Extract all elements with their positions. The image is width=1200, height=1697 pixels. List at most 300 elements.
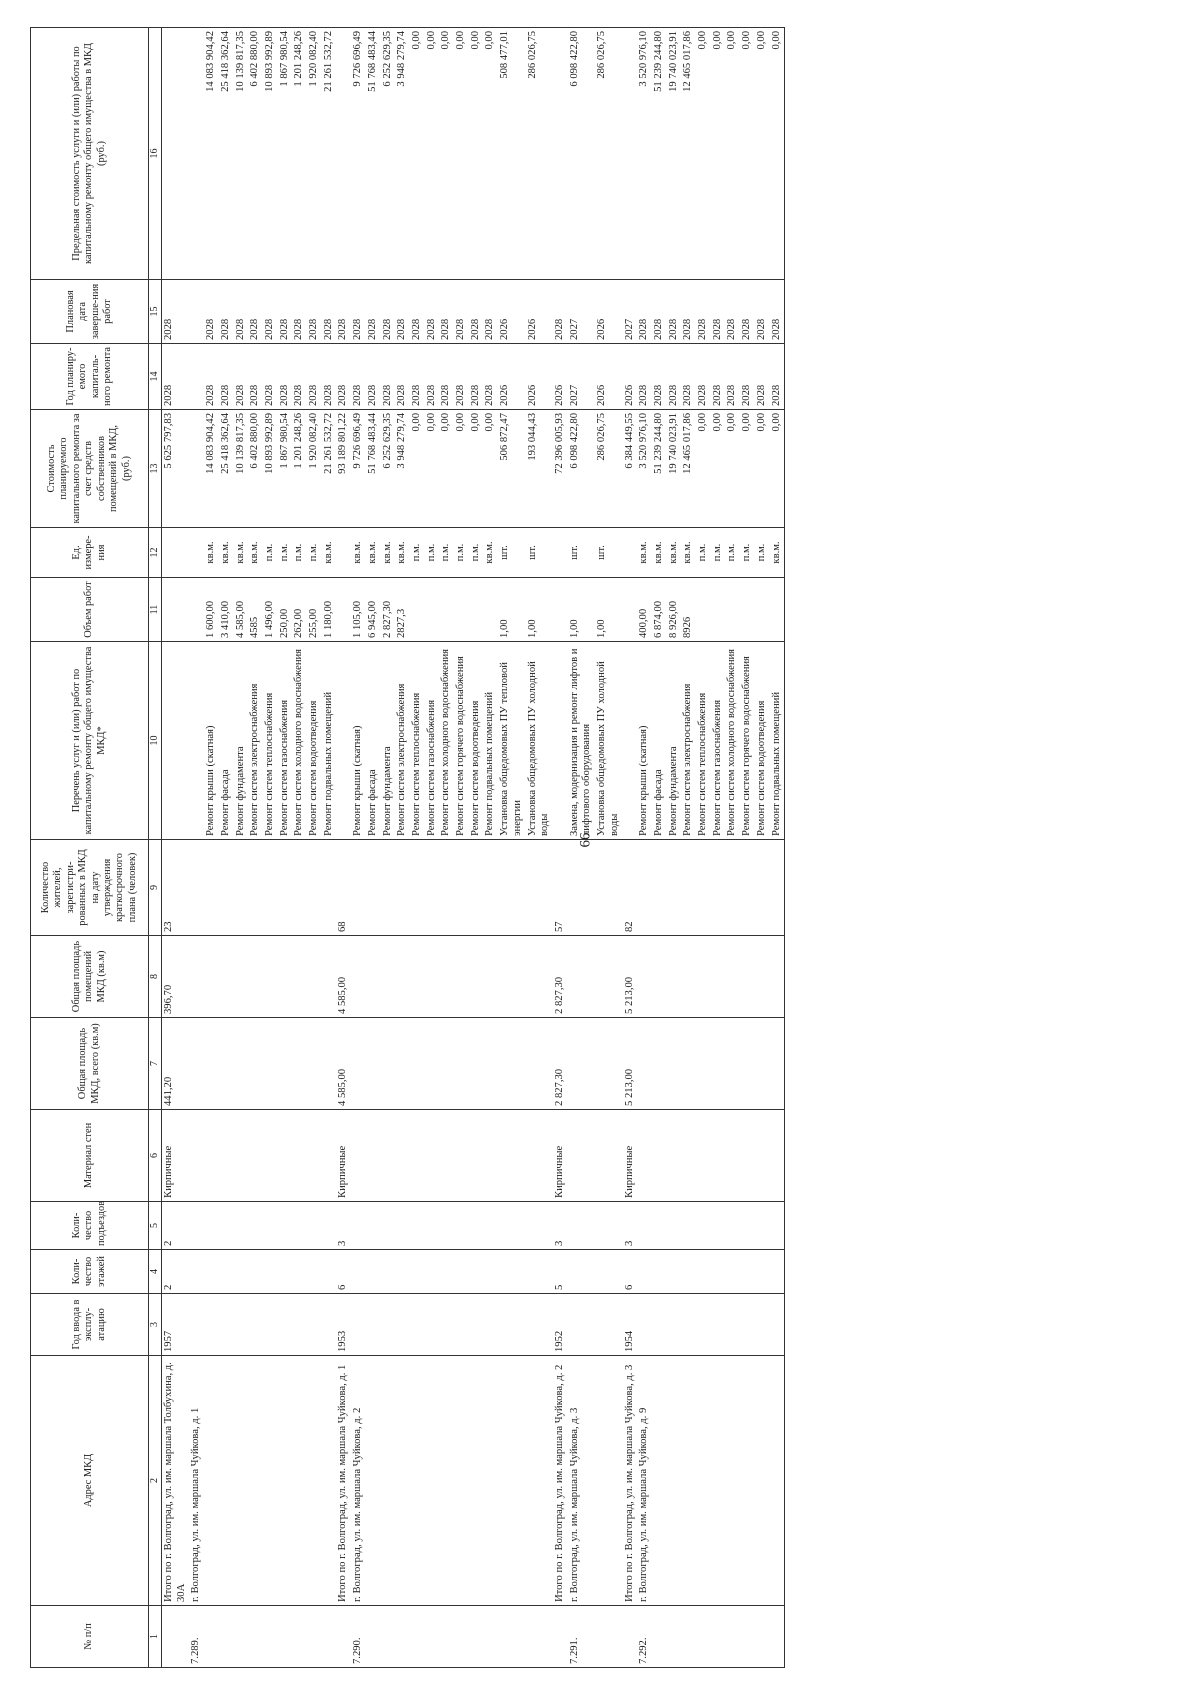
address-cell <box>263 1356 278 1606</box>
work-volume-cell: 6 874,00 <box>652 578 667 642</box>
row-number <box>770 1606 785 1668</box>
repair-year-cell: 2028 <box>725 344 740 410</box>
table-row <box>770 28 785 1668</box>
work-volume-cell: 4 585,00 <box>234 578 249 642</box>
completion-date-cell: 2026 <box>595 280 622 344</box>
row-number <box>234 1606 249 1668</box>
premises-area-cell <box>395 936 410 1018</box>
repair-year-cell: 2028 <box>652 344 667 410</box>
residents-cell <box>351 840 366 936</box>
repair-year-cell: 2028 <box>770 344 785 410</box>
max-cost-cell: 19 740 023,91 <box>667 28 682 280</box>
max-cost-cell <box>553 28 568 280</box>
work-type-cell: Ремонт крыши (скатная) <box>351 642 366 840</box>
unit-cell: кв.м. <box>681 528 696 578</box>
repair-year-cell: 2028 <box>234 344 249 410</box>
repair-year-cell: 2028 <box>483 344 498 410</box>
cost-cell: 0,00 <box>740 410 755 528</box>
max-cost-cell: 51 768 483,44 <box>366 28 381 280</box>
wall-material-cell <box>248 1110 263 1202</box>
entrances-cell <box>425 1202 440 1250</box>
row-number <box>711 1606 726 1668</box>
row-number <box>439 1606 454 1668</box>
table-row <box>469 28 484 1668</box>
completion-date-cell: 2028 <box>711 280 726 344</box>
address-cell <box>498 1356 525 1606</box>
cost-cell: 6 098 422,80 <box>568 410 595 528</box>
unit-cell: кв.м. <box>219 528 234 578</box>
repair-year-cell: 2026 <box>498 344 525 410</box>
cost-cell: 0,00 <box>454 410 469 528</box>
address-cell <box>381 1356 396 1606</box>
repair-year-cell: 2028 <box>162 344 190 410</box>
entrances-cell <box>595 1202 622 1250</box>
floors-cell <box>568 1250 595 1294</box>
max-cost-cell: 25 418 362,64 <box>219 28 234 280</box>
cost-cell: 72 396 005,93 <box>553 410 568 528</box>
entrances-cell <box>351 1202 366 1250</box>
column-number: 15 <box>149 280 162 344</box>
floors-cell <box>526 1250 553 1294</box>
column-number: 3 <box>149 1294 162 1356</box>
total-area-cell <box>204 1018 219 1110</box>
wall-material-cell: Кирпичные <box>336 1110 351 1202</box>
floors-cell <box>425 1250 440 1294</box>
capital-repair-table <box>30 27 785 1668</box>
premises-area-cell <box>366 936 381 1018</box>
residents-cell <box>204 840 219 936</box>
table-row <box>652 28 667 1668</box>
max-cost-cell: 0,00 <box>425 28 440 280</box>
table-row <box>351 28 366 1668</box>
completion-date-cell: 2028 <box>336 280 351 344</box>
repair-year-cell: 2028 <box>204 344 219 410</box>
table-row <box>189 28 204 1668</box>
max-cost-cell: 1 201 248,26 <box>292 28 307 280</box>
year-built-cell <box>307 1294 322 1356</box>
residents-cell <box>568 840 595 936</box>
year-built-cell <box>204 1294 219 1356</box>
repair-year-cell: 2028 <box>410 344 425 410</box>
residents-cell <box>410 840 425 936</box>
completion-date-cell: 2028 <box>725 280 740 344</box>
premises-area-cell <box>667 936 682 1018</box>
floors-cell <box>204 1250 219 1294</box>
max-cost-cell: 21 261 532,72 <box>322 28 337 280</box>
work-type-cell <box>623 642 638 840</box>
wall-material-cell <box>740 1110 755 1202</box>
row-number <box>410 1606 425 1668</box>
cost-cell: 3 948 279,74 <box>395 410 410 528</box>
completion-date-cell: 2028 <box>219 280 234 344</box>
address-cell <box>248 1356 263 1606</box>
unit-cell: п.м. <box>454 528 469 578</box>
max-cost-cell: 0,00 <box>725 28 740 280</box>
work-type-cell <box>336 642 351 840</box>
wall-material-cell <box>637 1110 652 1202</box>
address-cell <box>483 1356 498 1606</box>
entrances-cell <box>652 1202 667 1250</box>
work-volume-cell <box>483 578 498 642</box>
premises-area-cell <box>425 936 440 1018</box>
row-number <box>366 1606 381 1668</box>
total-area-cell <box>770 1018 785 1110</box>
entrances-cell <box>469 1202 484 1250</box>
floors-cell <box>498 1250 525 1294</box>
entrances-cell: 2 <box>162 1202 190 1250</box>
entrances-cell <box>189 1202 204 1250</box>
work-type-cell: Ремонт систем газоснабжения <box>711 642 726 840</box>
wall-material-cell <box>652 1110 667 1202</box>
row-number <box>292 1606 307 1668</box>
column-number: 12 <box>149 528 162 578</box>
residents-cell <box>667 840 682 936</box>
residents-cell <box>234 840 249 936</box>
entrances-cell <box>381 1202 396 1250</box>
floors-cell <box>755 1250 770 1294</box>
table-row <box>711 28 726 1668</box>
completion-date-cell: 2028 <box>425 280 440 344</box>
cost-cell: 0,00 <box>469 410 484 528</box>
repair-year-cell: 2028 <box>755 344 770 410</box>
address-cell <box>526 1356 553 1606</box>
total-area-cell <box>410 1018 425 1110</box>
cost-cell: 286 026,75 <box>595 410 622 528</box>
table-row <box>623 28 638 1668</box>
entrances-cell <box>219 1202 234 1250</box>
residents-cell <box>454 840 469 936</box>
total-area-cell: 5 213,00 <box>623 1018 638 1110</box>
max-cost-cell: 286 026,75 <box>595 28 622 280</box>
completion-date-cell: 2028 <box>263 280 278 344</box>
cost-cell: 1 867 980,54 <box>278 410 293 528</box>
column-number: 14 <box>149 344 162 410</box>
total-area-cell <box>263 1018 278 1110</box>
residents-cell <box>770 840 785 936</box>
row-number: 7.289. <box>189 1606 204 1668</box>
row-number <box>553 1606 568 1668</box>
wall-material-cell <box>322 1110 337 1202</box>
repair-year-cell: 2028 <box>667 344 682 410</box>
work-volume-cell <box>755 578 770 642</box>
year-built-cell <box>568 1294 595 1356</box>
year-built-cell <box>652 1294 667 1356</box>
residents-cell <box>498 840 525 936</box>
entrances-cell <box>439 1202 454 1250</box>
cost-cell: 193 044,43 <box>526 410 553 528</box>
repair-year-cell <box>189 344 204 410</box>
premises-area-cell <box>292 936 307 1018</box>
row-number <box>162 1606 190 1668</box>
table-row <box>637 28 652 1668</box>
row-number <box>336 1606 351 1668</box>
address-cell <box>469 1356 484 1606</box>
max-cost-cell <box>336 28 351 280</box>
completion-date-cell: 2026 <box>526 280 553 344</box>
premises-area-cell <box>219 936 234 1018</box>
completion-date-cell <box>189 280 204 344</box>
unit-cell: шт. <box>568 528 595 578</box>
max-cost-cell: 10 139 817,35 <box>234 28 249 280</box>
column-number: 7 <box>149 1018 162 1110</box>
row-number <box>469 1606 484 1668</box>
unit-cell: кв.м. <box>366 528 381 578</box>
repair-year-cell: 2028 <box>336 344 351 410</box>
work-volume-cell: 1 180,00 <box>322 578 337 642</box>
max-cost-cell: 3 520 976,10 <box>637 28 652 280</box>
address-cell <box>278 1356 293 1606</box>
completion-date-cell: 2028 <box>696 280 711 344</box>
table-row <box>725 28 740 1668</box>
work-type-cell: Установка общедомовых ПУ холодной воды <box>595 642 622 840</box>
table-row <box>307 28 322 1668</box>
cost-cell: 12 465 017,86 <box>681 410 696 528</box>
wall-material-cell: Кирпичные <box>162 1110 190 1202</box>
entrances-cell: 3 <box>623 1202 638 1250</box>
max-cost-cell: 6 252 629,35 <box>381 28 396 280</box>
repair-year-cell: 2026 <box>595 344 622 410</box>
address-cell: Итого по г. Волгоград, ул. им. маршала Чуйкова, д. 2 <box>553 1356 568 1606</box>
completion-date-cell: 2027 <box>568 280 595 344</box>
work-volume-cell: 400,00 <box>637 578 652 642</box>
work-type-cell: Замена, модернизация и ремонт лифтов и лифтового оборудования <box>568 642 595 840</box>
wall-material-cell <box>189 1110 204 1202</box>
row-number <box>278 1606 293 1668</box>
work-volume-cell <box>740 578 755 642</box>
year-built-cell <box>725 1294 740 1356</box>
unit-cell: п.м. <box>278 528 293 578</box>
wall-material-cell <box>725 1110 740 1202</box>
table-row <box>366 28 381 1668</box>
max-cost-cell: 0,00 <box>439 28 454 280</box>
table-row <box>219 28 234 1668</box>
wall-material-cell <box>410 1110 425 1202</box>
residents-cell <box>652 840 667 936</box>
cost-cell: 1 201 248,26 <box>292 410 307 528</box>
repair-year-cell: 2028 <box>219 344 234 410</box>
row-number <box>322 1606 337 1668</box>
total-area-cell <box>725 1018 740 1110</box>
completion-date-cell: 2028 <box>278 280 293 344</box>
total-area-cell <box>696 1018 711 1110</box>
unit-cell: кв.м. <box>248 528 263 578</box>
residents-cell <box>395 840 410 936</box>
repair-year-cell: 2028 <box>322 344 337 410</box>
repair-year-cell: 2026 <box>526 344 553 410</box>
max-cost-cell: 12 465 017,86 <box>681 28 696 280</box>
row-number <box>381 1606 396 1668</box>
total-area-cell <box>568 1018 595 1110</box>
year-built-cell <box>637 1294 652 1356</box>
column-number: 11 <box>149 578 162 642</box>
floors-cell: 6 <box>336 1250 351 1294</box>
floors-cell: 5 <box>553 1250 568 1294</box>
address-cell <box>234 1356 249 1606</box>
work-type-cell: Ремонт систем теплоснабжения <box>696 642 711 840</box>
total-area-cell <box>307 1018 322 1110</box>
floors-cell <box>366 1250 381 1294</box>
work-type-cell: Ремонт фундамента <box>234 642 249 840</box>
header-cell: Адрес МКД <box>31 1356 149 1606</box>
header-cell: Общая площадь помещений МКД (кв.м) <box>31 936 149 1018</box>
max-cost-cell: 51 239 244,80 <box>652 28 667 280</box>
address-cell <box>652 1356 667 1606</box>
completion-date-cell: 2028 <box>162 280 190 344</box>
floors-cell <box>219 1250 234 1294</box>
wall-material-cell <box>234 1110 249 1202</box>
residents-cell <box>755 840 770 936</box>
wall-material-cell <box>219 1110 234 1202</box>
page-number: 66 <box>577 832 594 848</box>
repair-year-cell: 2026 <box>553 344 568 410</box>
unit-cell: п.м. <box>425 528 440 578</box>
floors-cell <box>740 1250 755 1294</box>
premises-area-cell <box>740 936 755 1018</box>
work-volume-cell <box>439 578 454 642</box>
repair-year-cell: 2028 <box>366 344 381 410</box>
entrances-cell <box>498 1202 525 1250</box>
row-number <box>595 1606 622 1668</box>
entrances-cell <box>711 1202 726 1250</box>
entrances-cell <box>454 1202 469 1250</box>
unit-cell: п.м. <box>292 528 307 578</box>
total-area-cell <box>498 1018 525 1110</box>
cost-cell: 506 872,47 <box>498 410 525 528</box>
work-volume-cell <box>189 578 204 642</box>
unit-cell <box>623 528 638 578</box>
header-cell: Количество жителей, зарегистри-рованных в МКД на дату утверждения краткосрочного плана (человек) <box>31 840 149 936</box>
total-area-cell <box>351 1018 366 1110</box>
premises-area-cell <box>322 936 337 1018</box>
completion-date-cell: 2028 <box>469 280 484 344</box>
column-number: 13 <box>149 410 162 528</box>
work-type-cell <box>189 642 204 840</box>
address-cell <box>439 1356 454 1606</box>
header-cell: Предельная стоимость услуги и (или) работы по капитальному ремонту общего имущества в МКД (руб.) <box>31 28 149 280</box>
wall-material-cell <box>454 1110 469 1202</box>
year-built-cell: 1957 <box>162 1294 190 1356</box>
unit-cell: кв.м. <box>395 528 410 578</box>
unit-cell <box>553 528 568 578</box>
max-cost-cell: 6 402 880,00 <box>248 28 263 280</box>
premises-area-cell <box>381 936 396 1018</box>
unit-cell: кв.м. <box>381 528 396 578</box>
row-number <box>498 1606 525 1668</box>
floors-cell <box>681 1250 696 1294</box>
premises-area-cell <box>263 936 278 1018</box>
floors-cell <box>234 1250 249 1294</box>
table-row <box>498 28 525 1668</box>
unit-cell: шт. <box>595 528 622 578</box>
premises-area-cell <box>725 936 740 1018</box>
repair-year-cell: 2028 <box>469 344 484 410</box>
completion-date-cell: 2028 <box>234 280 249 344</box>
premises-area-cell <box>439 936 454 1018</box>
unit-cell: кв.м. <box>667 528 682 578</box>
work-volume-cell: 3 410,00 <box>219 578 234 642</box>
address-cell <box>454 1356 469 1606</box>
residents-cell <box>595 840 622 936</box>
address-cell <box>770 1356 785 1606</box>
entrances-cell <box>755 1202 770 1250</box>
cost-cell: 6 384 449,55 <box>623 410 638 528</box>
cost-cell: 10 893 992,89 <box>263 410 278 528</box>
table-body <box>162 28 785 1668</box>
cost-cell: 9 726 696,49 <box>351 410 366 528</box>
residents-cell <box>366 840 381 936</box>
premises-area-cell <box>307 936 322 1018</box>
address-cell: г. Волгоград, ул. им. маршала Чуйкова, д. 1 <box>189 1356 204 1606</box>
work-type-cell: Ремонт систем горячего водоснабжения <box>740 642 755 840</box>
total-area-cell <box>322 1018 337 1110</box>
floors-cell <box>469 1250 484 1294</box>
residents-cell <box>740 840 755 936</box>
residents-cell: 23 <box>162 840 190 936</box>
max-cost-cell: 0,00 <box>755 28 770 280</box>
floors-cell <box>595 1250 622 1294</box>
completion-date-cell: 2028 <box>667 280 682 344</box>
work-volume-cell: 1,00 <box>568 578 595 642</box>
completion-date-cell: 2026 <box>498 280 525 344</box>
row-number <box>755 1606 770 1668</box>
floors-cell <box>410 1250 425 1294</box>
row-number <box>204 1606 219 1668</box>
table-row <box>234 28 249 1668</box>
year-built-cell <box>278 1294 293 1356</box>
wall-material-cell <box>439 1110 454 1202</box>
repair-year-cell: 2026 <box>623 344 638 410</box>
table-row <box>395 28 410 1668</box>
row-number: 7.292. <box>637 1606 652 1668</box>
row-number <box>623 1606 638 1668</box>
premises-area-cell <box>770 936 785 1018</box>
max-cost-cell <box>162 28 190 280</box>
column-number-row <box>149 28 162 1668</box>
work-volume-cell <box>711 578 726 642</box>
work-type-cell: Установка общедомовых ПУ холодной воды <box>526 642 553 840</box>
work-volume-cell <box>469 578 484 642</box>
total-area-cell <box>219 1018 234 1110</box>
work-type-cell: Ремонт систем электроснабжения <box>681 642 696 840</box>
table-row <box>248 28 263 1668</box>
year-built-cell <box>711 1294 726 1356</box>
cost-cell: 0,00 <box>711 410 726 528</box>
row-number <box>696 1606 711 1668</box>
header-cell: Коли-чество этажей <box>31 1250 149 1294</box>
work-type-cell: Ремонт систем водоотведения <box>307 642 322 840</box>
total-area-cell <box>652 1018 667 1110</box>
wall-material-cell <box>395 1110 410 1202</box>
completion-date-cell: 2028 <box>292 280 307 344</box>
work-volume-cell: 6 945,00 <box>366 578 381 642</box>
completion-date-cell: 2028 <box>770 280 785 344</box>
repair-year-cell: 2028 <box>351 344 366 410</box>
premises-area-cell <box>204 936 219 1018</box>
year-built-cell <box>595 1294 622 1356</box>
completion-date-cell: 2028 <box>454 280 469 344</box>
total-area-cell <box>483 1018 498 1110</box>
completion-date-cell: 2028 <box>652 280 667 344</box>
address-cell <box>395 1356 410 1606</box>
residents-cell <box>219 840 234 936</box>
address-cell: г. Волгоград, ул. им. маршала Чуйкова, д. 2 <box>351 1356 366 1606</box>
floors-cell <box>770 1250 785 1294</box>
work-type-cell <box>553 642 568 840</box>
entrances-cell <box>263 1202 278 1250</box>
column-number: 5 <box>149 1202 162 1250</box>
header-cell: Объем работ <box>31 578 149 642</box>
residents-cell <box>263 840 278 936</box>
